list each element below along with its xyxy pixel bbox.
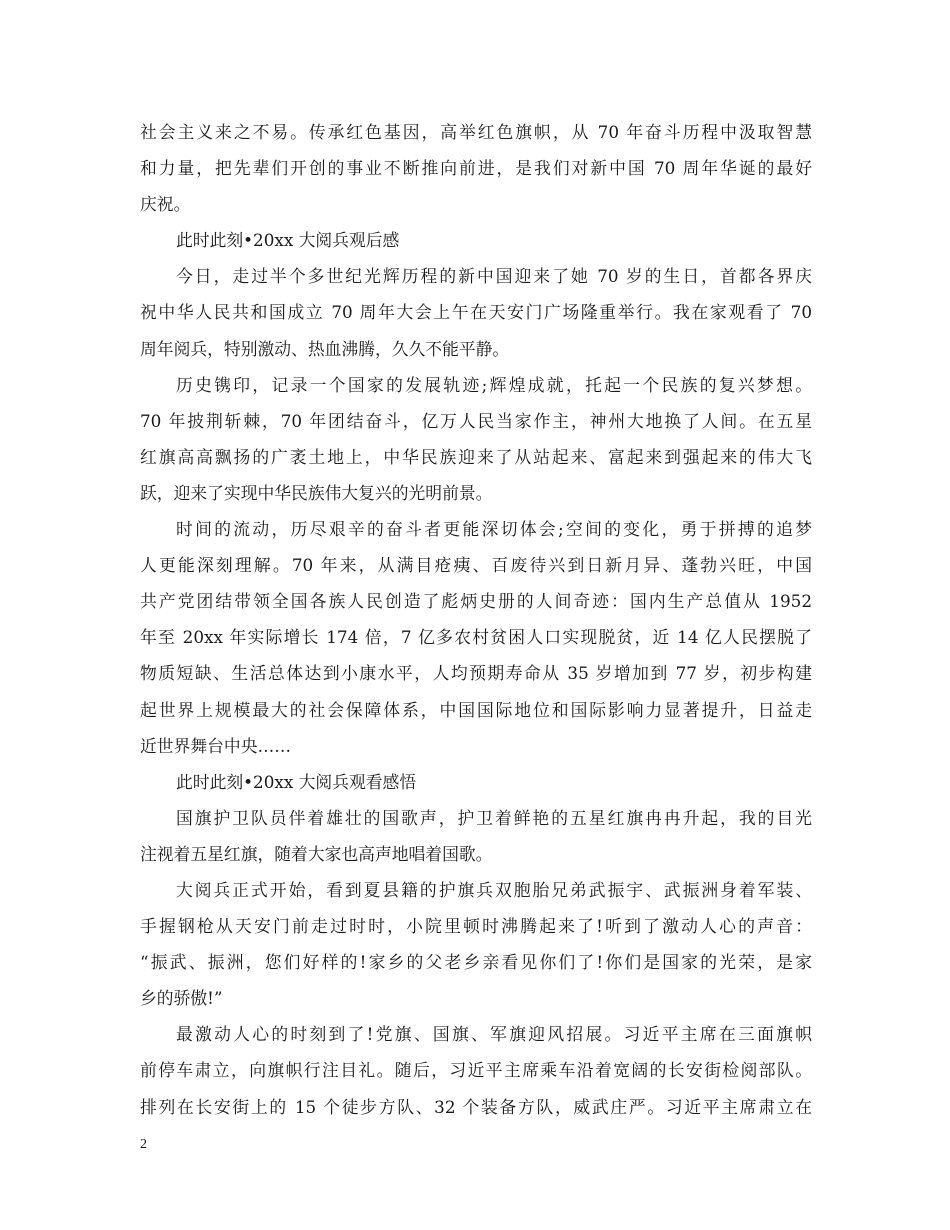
text-line: 国旗护卫队员伴着雄壮的国歌声，护卫着鲜艳的五星红旗冉冉升起，我的目光 [176,807,812,828]
text-line: “振武、振洲，您们好样的!家乡的父老乡亲看见你们了!你们是国家的光荣，是家 [140,952,812,973]
text-line: 前停车肃立，向旗帜行注目礼。随后，习近平主席乘车沿着宽阔的长安街检阅部队。 [140,1060,812,1081]
page-number: 2 [140,1137,147,1152]
text-line: 物质短缺、生活总体达到小康水平，人均预期寿命从 35 岁增加到 77 岁，初步构建 [140,663,812,684]
text-line: 周年阅兵，特别激动、热血沸腾，久久不能平静。 [140,338,510,359]
text-line: 近世界舞台中央…… [140,735,292,756]
section-heading: 此时此刻•20xx 大阅兵观后感 [176,230,400,251]
text-line: 70 年披荆斩棘，70 年团结奋斗，亿万人民当家作主，神州大地换了人间。在五星 [140,410,812,431]
text-line: 今日，走过半个多世纪光辉历程的新中国迎来了她 70 岁的生日，首都各界庆 [176,266,812,287]
text-line: 时间的流动，历尽艰辛的奋斗者更能深切体会;空间的变化，勇于拼搏的追梦 [176,519,812,540]
text-line: 祝中华人民共和国成立 70 周年大会上午在天安门广场隆重举行。我在家观看了 70 [140,302,812,323]
text-line: 乡的骄傲!” [140,988,223,1009]
text-line: 排列在长安街上的 15 个徒步方队、32 个装备方队，威武庄严。习近平主席肃立在 [140,1096,812,1117]
text-line: 共产党团结带领全国各族人民创造了彪炳史册的人间奇迹：国内生产总值从 1952 [140,591,812,612]
text-line: 最激动人心的时刻到了!党旗、国旗、军旗迎风招展。习近平主席在三面旗帜 [176,1024,812,1045]
section-heading: 此时此刻•20xx 大阅兵观看感悟 [176,771,417,792]
text-line: 社会主义来之不易。传承红色基因，高举红色旗帜，从 70 年奋斗历程中汲取智慧 [140,122,812,142]
text-line: 手握钢枪从天安门前走过时时，小院里顿时沸腾起来了!听到了激动人心的声音： [140,916,812,937]
text-line: 注视着五星红旗，随着大家也高声地唱着国歌。 [140,843,493,864]
text-line: 年至 20xx 年实际增长 174 倍，7 亿多农村贫困人口实现脱贫，近 14 亿人民摆脱了 [140,627,812,648]
text-line: 和力量，把先辈们开创的事业不断推向前进，是我们对新中国 70 周年华诞的最好 [140,158,812,179]
text-line: 人更能深刻理解。70 年来，从满目疮痍、百废待兴到日新月异、蓬勃兴旺，中国 [140,555,812,576]
document-body [140,114,812,1125]
text-line: 红旗高高飘扬的广袤土地上，中华民族迎来了从站起来、富起来到强起来的伟大飞 [140,446,812,467]
text-line: 历史镌印，记录一个国家的发展轨迹;辉煌成就，托起一个民族的复兴梦想。 [176,374,812,395]
text-line: 跃，迎来了实现中华民族伟大复兴的光明前景。 [140,482,493,503]
text-line: 庆祝。 [140,194,191,215]
text-line: 大阅兵正式开始，看到夏县籍的护旗兵双胞胎兄弟武振宇、武振洲身着军装、 [176,879,812,900]
text-line: 起世界上规模最大的社会保障体系，中国国际地位和国际影响力显著提升，日益走 [140,699,812,720]
